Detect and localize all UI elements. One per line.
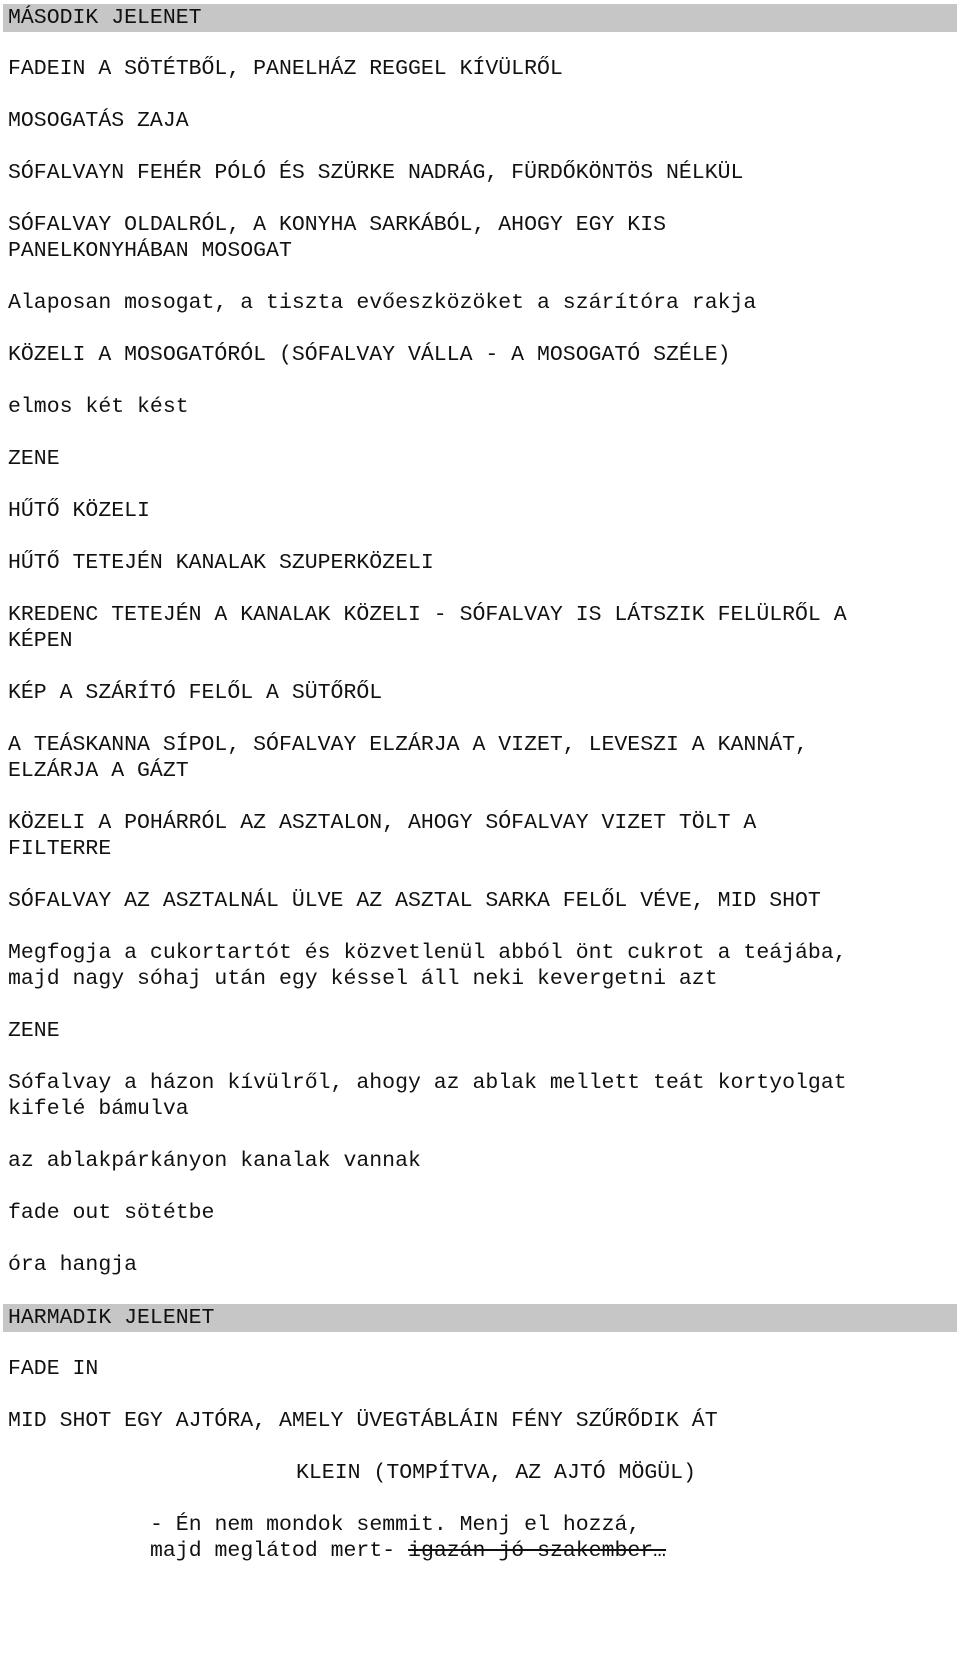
action-line: HŰTŐ TETEJÉN KANALAK SZUPERKÖZELI bbox=[8, 551, 434, 575]
action-line: SÓFALVAYN FEHÉR PÓLÓ ÉS SZÜRKE NADRÁG, FÜRDŐKÖNTÖS NÉLKÜL bbox=[8, 161, 744, 185]
action-line: elmos két kést bbox=[8, 395, 189, 419]
dialogue-line: - Én nem mondok semmit. Menj el hozzá, bbox=[150, 1513, 641, 1537]
action-line: az ablakpárkányon kanalak vannak bbox=[8, 1149, 421, 1173]
action-line: MID SHOT EGY AJTÓRA, AMELY ÜVEGTÁBLÁIN FÉNY SZŰRŐDIK ÁT bbox=[8, 1409, 718, 1433]
action-line: Alaposan mosogat, a tiszta evőeszközöket a szárítóra rakja bbox=[8, 291, 757, 315]
transition-line: fade out sötétbe bbox=[8, 1201, 215, 1225]
struck-dialogue-text: igazán jó szakember… bbox=[408, 1539, 667, 1563]
transition-line: FADE IN bbox=[8, 1357, 99, 1381]
dialogue-text: majd meglátod mert- bbox=[150, 1539, 409, 1563]
sound-cue: ZENE bbox=[8, 447, 60, 471]
sound-cue: óra hangja bbox=[8, 1253, 138, 1277]
action-line: SÓFALVAY AZ ASZTALNÁL ÜLVE AZ ASZTAL SARKA FELŐL VÉVE, MID SHOT bbox=[8, 889, 821, 913]
action-line: MOSOGATÁS ZAJA bbox=[8, 109, 189, 133]
action-line-cont: FILTERRE bbox=[8, 837, 112, 861]
action-line-cont: kifelé bámulva bbox=[8, 1097, 189, 1121]
action-line: Sófalvay a házon kívülről, ahogy az ablak mellett teát kortyolgat bbox=[8, 1071, 847, 1095]
action-line: KÖZELI A POHÁRRÓL AZ ASZTALON, AHOGY SÓFALVAY VIZET TÖLT A bbox=[8, 811, 757, 835]
action-line: KÖZELI A MOSOGATÓRÓL (SÓFALVAY VÁLLA - A MOSOGATÓ SZÉLE) bbox=[8, 343, 731, 367]
action-line-cont: KÉPEN bbox=[8, 629, 73, 653]
dialogue-line bbox=[150, 1538, 666, 1566]
action-line: SÓFALVAY OLDALRÓL, A KONYHA SARKÁBÓL, AHOGY EGY KIS bbox=[8, 213, 667, 237]
action-line-cont: PANELKONYHÁBAN MOSOGAT bbox=[8, 239, 292, 263]
character-cue: KLEIN (TOMPÍTVA, AZ AJTÓ MÖGÜL) bbox=[296, 1461, 696, 1485]
action-line: KÉP A SZÁRÍTÓ FELŐL A SÜTŐRŐL bbox=[8, 681, 383, 705]
scene-heading-second: MÁSODIK JELENET bbox=[3, 4, 957, 32]
action-line-cont: ELZÁRJA A GÁZT bbox=[8, 759, 189, 783]
action-line-cont: majd nagy sóhaj után egy késsel áll neki kevergetni azt bbox=[8, 967, 718, 991]
action-line: FADEIN A SÖTÉTBŐL, PANELHÁZ REGGEL KÍVÜLRŐL bbox=[8, 57, 563, 81]
action-line: Megfogja a cukortartót és közvetlenül abból önt cukrot a teájába, bbox=[8, 941, 847, 965]
action-line: KREDENC TETEJÉN A KANALAK KÖZELI - SÓFALVAY IS LÁTSZIK FELÜLRŐL A bbox=[8, 603, 847, 627]
sound-cue: ZENE bbox=[8, 1019, 60, 1043]
action-line: HŰTŐ KÖZELI bbox=[8, 499, 150, 523]
action-line: A TEÁSKANNA SÍPOL, SÓFALVAY ELZÁRJA A VIZET, LEVESZI A KANNÁT, bbox=[8, 733, 808, 757]
scene-heading-third: HARMADIK JELENET bbox=[3, 1304, 957, 1332]
